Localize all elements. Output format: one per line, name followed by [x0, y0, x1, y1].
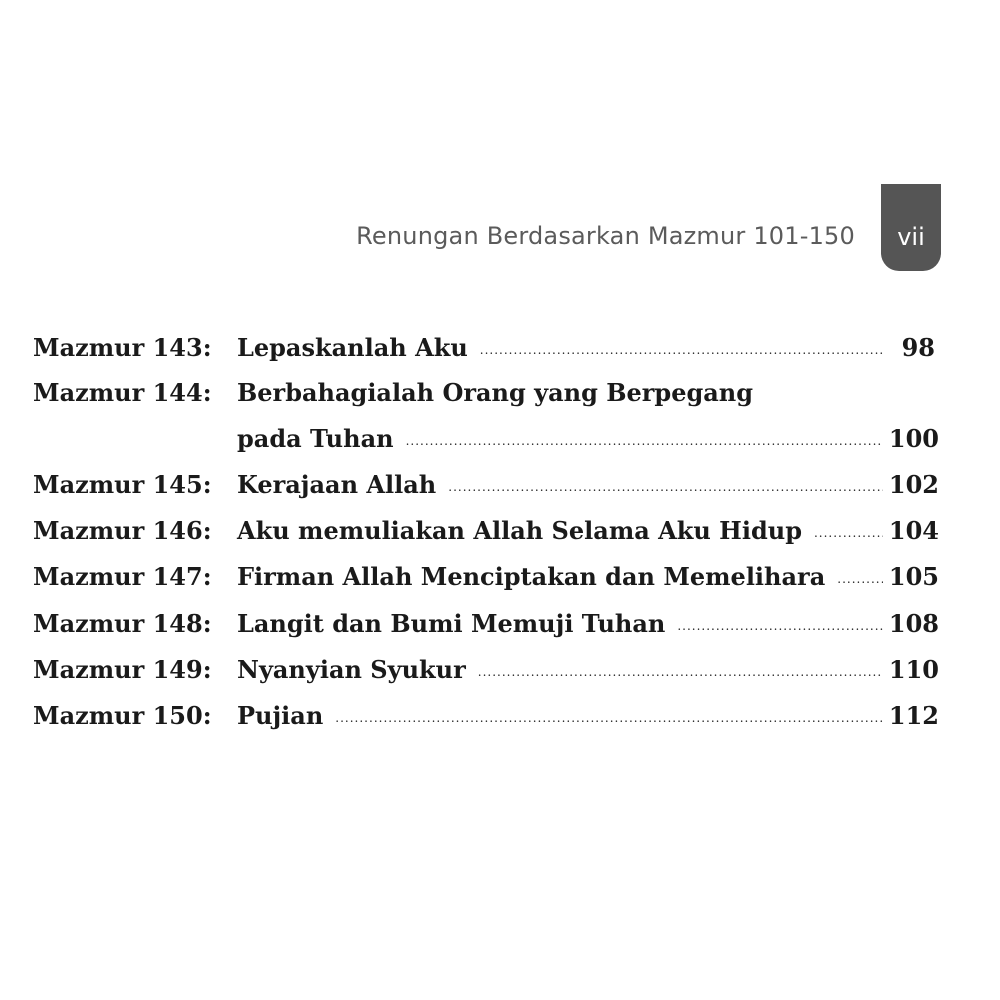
toc-entry-label: Mazmur 148: [33, 609, 212, 638]
page-number: vii [897, 223, 925, 251]
toc-entry-page: 112 [888, 701, 939, 730]
toc-entry[interactable] [0, 693, 1000, 739]
dot-leader [478, 649, 883, 695]
toc-entry-label: Mazmur 144: [33, 378, 212, 407]
running-header: Renungan Berdasarkan Mazmur 101-150 [356, 222, 855, 250]
toc-entry-page: 98 [901, 333, 935, 362]
toc-entry-label: Mazmur 146: [33, 516, 212, 545]
toc-entry-title: Berbahagialah Orang yang Berpegang [237, 378, 754, 407]
toc-entry[interactable] [0, 370, 1000, 416]
toc-entry-label: Mazmur 143: [33, 333, 212, 362]
toc-entry[interactable] [0, 325, 1000, 371]
toc-entry[interactable] [0, 508, 1000, 554]
toc-entry[interactable] [0, 601, 1000, 647]
toc-entry-title-continued: pada Tuhan [237, 424, 394, 453]
dot-leader [480, 327, 884, 373]
toc-entry-page: 105 [888, 562, 939, 591]
toc-entry[interactable] [0, 647, 1000, 693]
toc-entry-page: 108 [888, 609, 939, 638]
dot-leader [837, 556, 883, 602]
toc-entry-title: Nyanyian Syukur [237, 655, 466, 684]
toc-entry-title: Lepaskanlah Aku [237, 333, 468, 362]
toc-entry-title: Firman Allah Menciptakan dan Memelihara [237, 562, 826, 591]
toc-entry-label: Mazmur 149: [33, 655, 212, 684]
dot-leader [814, 510, 883, 556]
toc-entry-page: 110 [888, 655, 939, 684]
dot-leader [677, 603, 883, 649]
toc-entry[interactable] [0, 554, 1000, 600]
toc-entry-continuation[interactable] [0, 416, 1000, 462]
toc-entry-page: 102 [888, 470, 939, 499]
toc-entry-title: Langit dan Bumi Memuji Tuhan [237, 609, 666, 638]
toc-entry-page: 100 [888, 424, 939, 453]
toc-entry-label: Mazmur 147: [33, 562, 212, 591]
toc-entry-page: 104 [888, 516, 939, 545]
toc-entry-label: Mazmur 145: [33, 470, 212, 499]
toc-entry-title: Pujian [237, 701, 324, 730]
dot-leader [406, 418, 883, 464]
toc-entry-title: Aku memuliakan Allah Selama Aku Hidup [237, 516, 802, 545]
toc-entry[interactable] [0, 462, 1000, 508]
toc-entry-label: Mazmur 150: [33, 701, 212, 730]
toc-entry-title: Kerajaan Allah [237, 470, 437, 499]
dot-leader [335, 695, 883, 741]
dot-leader [448, 464, 883, 510]
